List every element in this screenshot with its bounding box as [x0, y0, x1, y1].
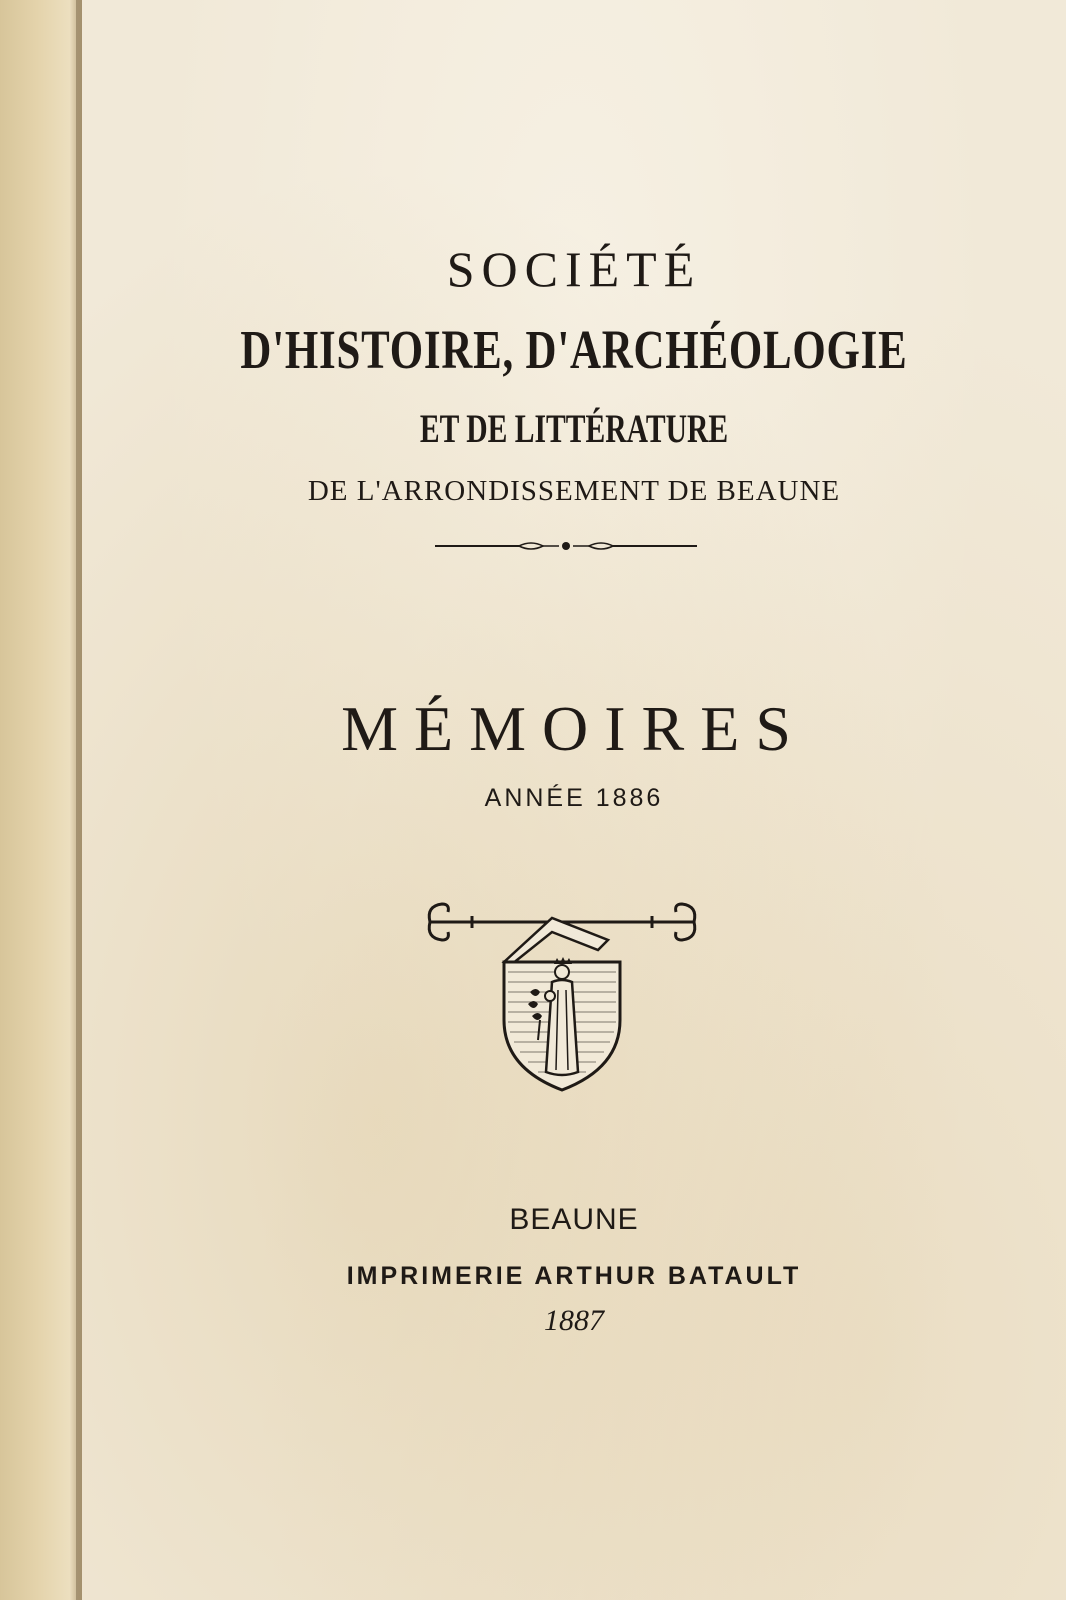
publication-year: 1887 — [544, 1304, 604, 1337]
ornamental-divider-icon — [435, 538, 697, 554]
society-title-line2: D'HISTOIRE, D'ARCHÉOLOGIE — [240, 319, 908, 380]
society-title-line1: SOCIÉTÉ — [446, 241, 702, 297]
shield-crest-icon — [412, 900, 712, 1100]
publisher-city: BEAUNE — [509, 1203, 639, 1236]
printer-name: IMPRIMERIE ARTHUR BATAULT — [346, 1262, 802, 1290]
left-page-edge — [0, 0, 82, 1600]
main-title: MÉMOIRES — [341, 693, 807, 764]
year-subtitle: ANNÉE 1886 — [484, 784, 664, 812]
society-title-line3: ET DE LITTÉRATURE — [419, 406, 729, 451]
society-title-line4: DE L'ARRONDISSEMENT DE BEAUNE — [307, 475, 841, 507]
